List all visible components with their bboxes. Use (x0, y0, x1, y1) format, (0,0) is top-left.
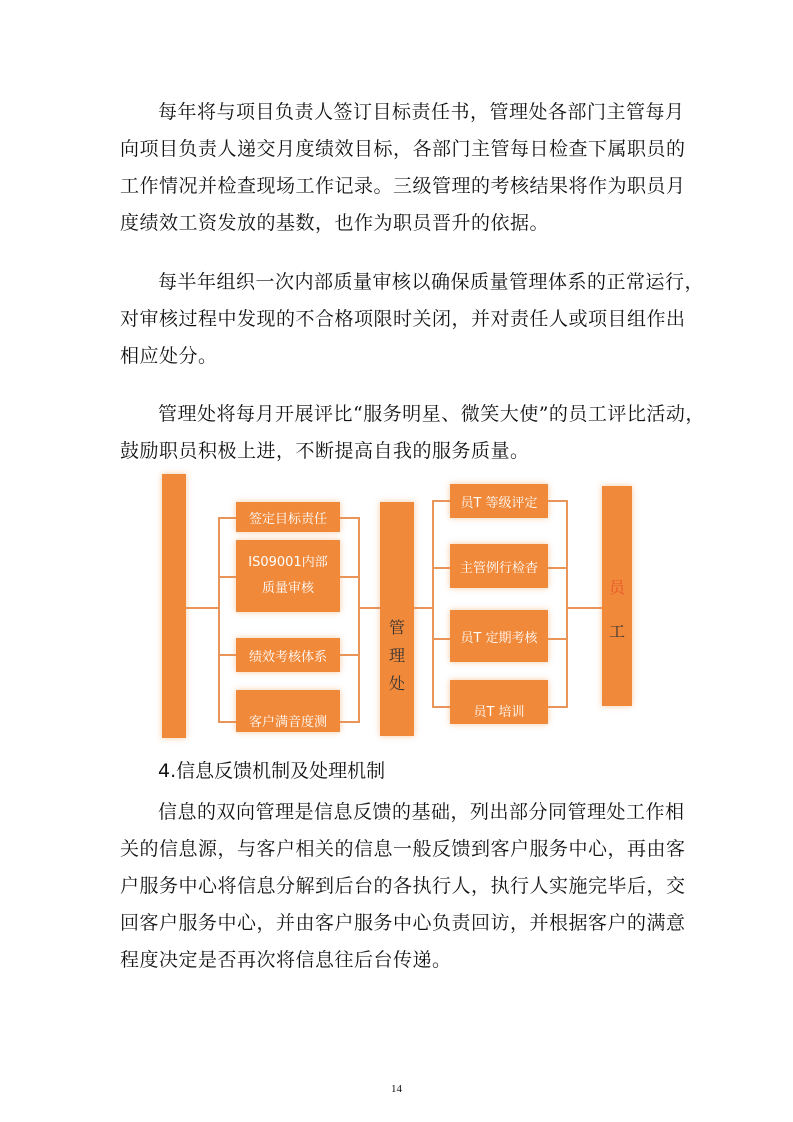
connector-line (218, 517, 236, 519)
box-label: 员T 等级评定 (460, 495, 538, 511)
text-line: 向项目负责人递交月度绩效目标，各部门主管每日检查下属职员的 (120, 138, 686, 160)
box-label: 签定目标责任 (248, 511, 327, 527)
connector-line (432, 567, 450, 569)
text-line: 相应处分。 (120, 345, 218, 367)
connector-line (432, 706, 450, 708)
text-line: 户服务中心将信息分解到后台的各执行人，执行人实施完毕后，交 (120, 875, 686, 897)
connector-line (548, 706, 566, 708)
text-line: 程度决定是否再次将信息往后台传递。 (120, 949, 452, 971)
connector-line (340, 654, 358, 656)
text-line: 对审核过程中发现的不合格项限时关闭，并对责任人或项目组作出 (120, 308, 686, 330)
connector-line (414, 607, 432, 609)
text-line: 关的信息源，与客户相关的信息一般反馈到客户服务中心，再由客 (120, 838, 686, 860)
connector-line (218, 721, 236, 723)
connector-line (218, 576, 236, 578)
connector-line (218, 654, 236, 656)
box-label: 员T 培训 (473, 705, 525, 720)
text-line: 工作情况并检查现场工作记录。三级管理的考核结果将作为职员月 (120, 175, 686, 197)
connector-line (358, 517, 360, 723)
box-staff-assessment (450, 610, 548, 662)
box-label: 处 (388, 674, 405, 693)
connector-line (340, 721, 358, 723)
box-customer-satisfaction (236, 690, 340, 732)
connector-line (432, 500, 434, 706)
box-label: 理 (388, 646, 405, 665)
box-sign-responsibility (236, 502, 340, 532)
box-label: 管 (388, 618, 405, 637)
section-heading: 4.信息反馈机制及处理机制 (158, 760, 386, 782)
management-flow-diagram (156, 470, 640, 742)
connector-line (186, 607, 218, 609)
page-number: 14 (391, 1083, 402, 1095)
text-line: 回客户服务中心，并由客户服务中心负责回访，并根据客户的满意 (120, 912, 686, 934)
box-management-office (380, 502, 414, 736)
text-line: 度绩效工资发放的基数，也作为职员晋升的依据。 (120, 212, 550, 234)
box-label: 工 (608, 622, 625, 641)
box-label: 客户满音度测 (248, 715, 327, 730)
paragraph-staff-award (120, 396, 705, 470)
connector-line (340, 576, 358, 578)
connector-line (566, 500, 568, 708)
connector-line (548, 567, 566, 569)
connector-line (358, 607, 380, 609)
text-line: 信息的双向管理是信息反馈的基础，列出部分同管理处工作相 (158, 801, 685, 823)
box-performance-system (236, 638, 340, 672)
box-supervisor-inspection (450, 544, 548, 588)
source-bar (162, 474, 186, 738)
box-staff-training (450, 680, 548, 724)
text-line: 每半年组织一次内部质量审核以确保质量管理体系的正常运行， (158, 271, 705, 293)
connector-line (548, 638, 566, 640)
box-label: 员 (608, 578, 625, 597)
text-line: 鼓励职员积极上进，不断提高自我的服务质量。 (120, 440, 530, 462)
paragraph-responsibility (120, 94, 686, 242)
text-line: 管理处将每月开展评比“服务明星、微笑大使”的员工评比活动， (158, 403, 705, 425)
paragraph-quality-audit (120, 264, 705, 375)
connector-line (432, 500, 450, 502)
connector-line (566, 607, 602, 609)
box-label: 主管例行检杳 (459, 560, 538, 576)
box-label: IS09001内部 (248, 555, 328, 570)
connector-line (340, 517, 358, 519)
box-iso-audit (236, 540, 340, 612)
connector-line (218, 517, 220, 721)
connector-line (432, 638, 450, 640)
box-label: 绩效考核体系 (248, 649, 327, 665)
connector-line (548, 500, 566, 502)
box-staff (602, 486, 632, 706)
box-label: 质量审核 (261, 581, 314, 596)
box-label: 员T 定期考核 (460, 630, 538, 646)
text-line: 每年将与项目负责人签订目标责任书，管理处各部门主管每月 (158, 101, 685, 123)
paragraph-feedback (120, 794, 686, 979)
box-staff-grading (450, 484, 548, 518)
